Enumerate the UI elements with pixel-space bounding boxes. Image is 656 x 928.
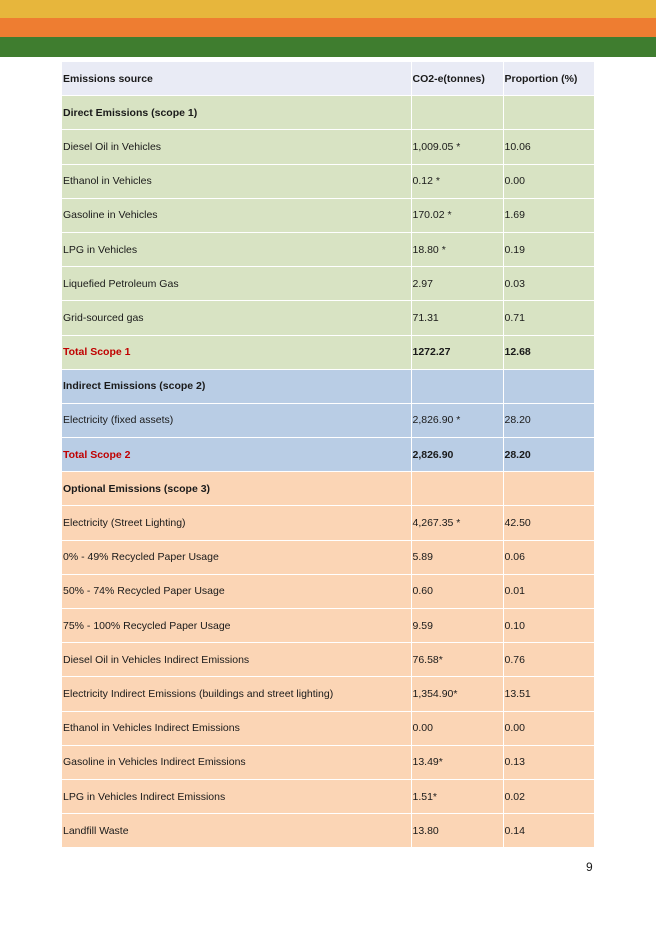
source-cell: Diesel Oil in Vehicles Indirect Emissions <box>62 643 411 677</box>
source-cell: 75% - 100% Recycled Paper Usage <box>62 609 411 643</box>
co2e-cell: 76.58* <box>411 643 503 677</box>
table-row <box>62 232 594 266</box>
co2e-cell: 0.60 <box>411 574 503 608</box>
table-row <box>62 506 594 540</box>
source-cell: 0% - 49% Recycled Paper Usage <box>62 540 411 574</box>
proportion-cell <box>503 472 594 506</box>
co2e-cell: 0.12 * <box>411 164 503 198</box>
source-cell: LPG in Vehicles <box>62 232 411 266</box>
table-row <box>62 130 594 164</box>
proportion-cell <box>503 96 594 130</box>
co2e-cell: 13.49* <box>411 745 503 779</box>
source-cell: Landfill Waste <box>62 814 411 848</box>
proportion-cell: 42.50 <box>503 506 594 540</box>
source-cell: Liquefied Petroleum Gas <box>62 267 411 301</box>
table-header-row <box>62 62 594 96</box>
header-proportion: Proportion (%) <box>503 62 594 96</box>
co2e-cell: 2,826.90 <box>411 438 503 472</box>
co2e-cell: 5.89 <box>411 540 503 574</box>
table-row <box>62 540 594 574</box>
table-row <box>62 677 594 711</box>
co2e-cell <box>411 369 503 403</box>
co2e-cell <box>411 472 503 506</box>
source-cell: Electricity Indirect Emissions (buildings and street lighting) <box>62 677 411 711</box>
table-row <box>62 198 594 232</box>
source-cell: Direct Emissions (scope 1) <box>62 96 411 130</box>
co2e-cell: 18.80 * <box>411 232 503 266</box>
source-cell: Diesel Oil in Vehicles <box>62 130 411 164</box>
proportion-cell: 0.13 <box>503 745 594 779</box>
proportion-cell <box>503 369 594 403</box>
table-row <box>62 301 594 335</box>
proportion-cell: 12.68 <box>503 335 594 369</box>
source-cell: Grid-sourced gas <box>62 301 411 335</box>
proportion-cell: 0.76 <box>503 643 594 677</box>
emissions-table <box>62 62 594 848</box>
co2e-cell: 1.51* <box>411 779 503 813</box>
proportion-cell: 13.51 <box>503 677 594 711</box>
source-cell: Gasoline in Vehicles Indirect Emissions <box>62 745 411 779</box>
table-row <box>62 609 594 643</box>
source-cell: 50% - 74% Recycled Paper Usage <box>62 574 411 608</box>
source-cell: Electricity (Street Lighting) <box>62 506 411 540</box>
table-row <box>62 403 594 437</box>
co2e-cell <box>411 96 503 130</box>
co2e-cell: 2.97 <box>411 267 503 301</box>
table-row <box>62 643 594 677</box>
source-cell: Indirect Emissions (scope 2) <box>62 369 411 403</box>
source-cell: Ethanol in Vehicles Indirect Emissions <box>62 711 411 745</box>
header-band-yellow <box>0 0 656 18</box>
table-body <box>62 96 594 848</box>
source-cell: Electricity (fixed assets) <box>62 403 411 437</box>
co2e-cell: 4,267.35 * <box>411 506 503 540</box>
proportion-cell: 0.02 <box>503 779 594 813</box>
table-row <box>62 164 594 198</box>
proportion-cell: 0.71 <box>503 301 594 335</box>
source-cell: Gasoline in Vehicles <box>62 198 411 232</box>
co2e-cell: 1,009.05 * <box>411 130 503 164</box>
source-cell: Total Scope 2 <box>62 438 411 472</box>
co2e-cell: 1,354.90* <box>411 677 503 711</box>
section-row <box>62 96 594 130</box>
header-emissions-source: Emissions source <box>62 62 411 96</box>
proportion-cell: 0.10 <box>503 609 594 643</box>
proportion-cell: 0.01 <box>503 574 594 608</box>
header-co2e-tonnes: CO2-e(tonnes) <box>411 62 503 96</box>
total-row <box>62 438 594 472</box>
proportion-cell: 0.03 <box>503 267 594 301</box>
total-row <box>62 335 594 369</box>
section-row <box>62 472 594 506</box>
co2e-cell: 71.31 <box>411 301 503 335</box>
section-row <box>62 369 594 403</box>
co2e-cell: 2,826.90 * <box>411 403 503 437</box>
proportion-cell: 0.19 <box>503 232 594 266</box>
table-row <box>62 745 594 779</box>
table-row <box>62 814 594 848</box>
proportion-cell: 0.06 <box>503 540 594 574</box>
proportion-cell: 1.69 <box>503 198 594 232</box>
source-cell: Ethanol in Vehicles <box>62 164 411 198</box>
co2e-cell: 0.00 <box>411 711 503 745</box>
source-cell: Optional Emissions (scope 3) <box>62 472 411 506</box>
table-row <box>62 267 594 301</box>
co2e-cell: 9.59 <box>411 609 503 643</box>
table-row <box>62 711 594 745</box>
header-band-green <box>0 37 656 57</box>
co2e-cell: 170.02 * <box>411 198 503 232</box>
proportion-cell: 0.14 <box>503 814 594 848</box>
proportion-cell: 0.00 <box>503 711 594 745</box>
table-row <box>62 779 594 813</box>
co2e-cell: 13.80 <box>411 814 503 848</box>
proportion-cell: 0.00 <box>503 164 594 198</box>
page-number: 9 <box>586 860 593 874</box>
source-cell: Total Scope 1 <box>62 335 411 369</box>
co2e-cell: 1272.27 <box>411 335 503 369</box>
source-cell: LPG in Vehicles Indirect Emissions <box>62 779 411 813</box>
proportion-cell: 28.20 <box>503 403 594 437</box>
header-band-orange <box>0 18 656 37</box>
proportion-cell: 28.20 <box>503 438 594 472</box>
proportion-cell: 10.06 <box>503 130 594 164</box>
table-row <box>62 574 594 608</box>
